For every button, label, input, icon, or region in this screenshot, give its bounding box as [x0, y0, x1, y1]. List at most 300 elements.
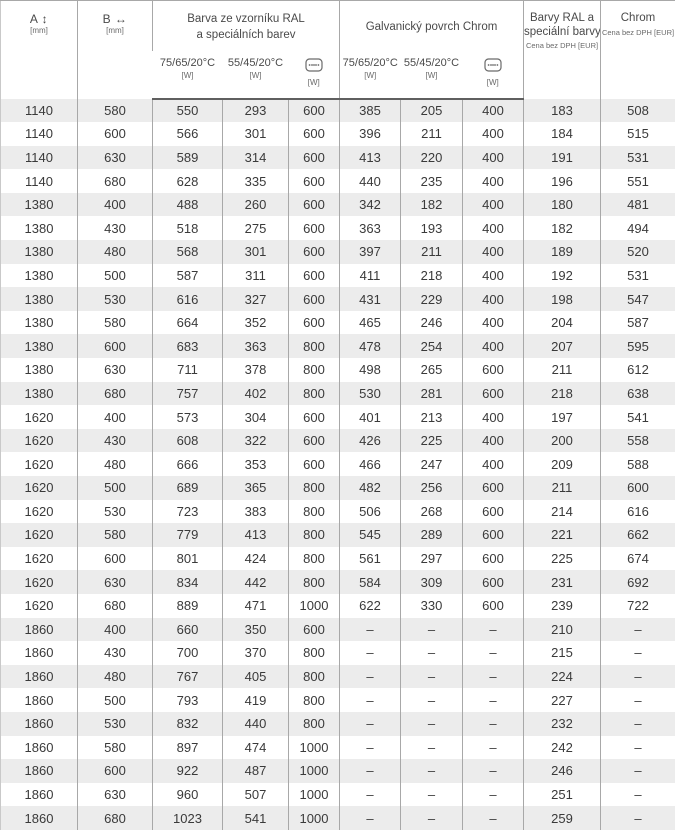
table-cell: 1140: [25, 126, 53, 142]
table-cell: 411: [340, 264, 401, 288]
table-row: [1, 476, 675, 500]
table-cell: 600: [463, 523, 524, 547]
table-cell: 481: [601, 193, 675, 217]
table-cell: 1380: [24, 338, 54, 354]
table-cell: 251: [524, 783, 601, 807]
table-cell: 638: [601, 382, 675, 406]
table-cell: 767: [153, 665, 223, 689]
table-cell: 498: [340, 358, 401, 382]
table-cell: 793: [153, 688, 223, 712]
table-cell: –: [401, 806, 463, 830]
table-cell: 680: [78, 806, 153, 830]
table-cell: 1023: [153, 806, 223, 830]
table-cell: 218: [401, 264, 463, 288]
table-cell: 600: [78, 122, 153, 146]
header-chrom-temp-low: 55/45/20°C [W]: [401, 51, 463, 99]
header-ral-electric: [W]: [289, 51, 340, 99]
table-cell: 229: [401, 287, 463, 311]
table-cell: 211: [401, 122, 463, 146]
table-cell: 600: [463, 547, 524, 571]
table-cell: 304: [223, 405, 289, 429]
table-cell: 215: [524, 641, 601, 665]
table-cell: 1860: [24, 669, 54, 685]
group-chrom-title: Galvanický povrch Chrom: [365, 20, 498, 33]
table-cell: 800: [289, 382, 340, 406]
table-row: [1, 783, 675, 807]
table-row: [1, 311, 675, 335]
table-cell: 352: [223, 311, 289, 335]
table-row: [1, 99, 675, 123]
table-cell: 471: [223, 594, 289, 618]
table-cell: 214: [524, 500, 601, 524]
table-cell: 800: [289, 358, 340, 382]
table-cell: 541: [223, 806, 289, 830]
table-cell: 275: [223, 216, 289, 240]
table-cell: 550: [153, 99, 223, 123]
price-chrom-subtitle: Cena bez DPH [EUR]: [601, 27, 675, 37]
table-cell: 363: [223, 334, 289, 358]
table-cell: 897: [153, 736, 223, 760]
table-row: [1, 169, 675, 193]
table-cell: 1620: [24, 409, 54, 425]
table-cell: 350: [223, 618, 289, 642]
table-cell: 600: [289, 618, 340, 642]
header-chrom-temp-high: 75/65/20°C [W]: [340, 51, 401, 99]
group-ral-title-line1: Barva ze vzorníku RAL: [187, 12, 305, 25]
table-cell: 247: [401, 452, 463, 476]
table-cell: 205: [401, 99, 463, 123]
table-cell: 600: [78, 334, 153, 358]
table-cell: 1000: [289, 783, 340, 807]
table-row: [1, 405, 675, 429]
table-cell: 600: [289, 405, 340, 429]
table-cell: 265: [401, 358, 463, 382]
table-cell: 1620: [24, 433, 54, 449]
table-cell: –: [463, 806, 524, 830]
table-cell: 508: [601, 99, 675, 123]
header-ral-temp-high: 75/65/20°C [W]: [153, 51, 223, 99]
table-cell: 545: [340, 523, 401, 547]
table-cell: 1380: [24, 291, 54, 307]
table-cell: –: [601, 665, 675, 689]
table-cell: 196: [524, 169, 601, 193]
table-cell: 588: [601, 452, 675, 476]
table-cell: 365: [223, 476, 289, 500]
table-cell: 680: [78, 169, 153, 193]
table-cell: 385: [340, 99, 401, 123]
table-body: [1, 99, 675, 830]
table-row: [1, 452, 675, 476]
table-cell: 442: [223, 570, 289, 594]
table-cell: 400: [463, 169, 524, 193]
table-cell: 378: [223, 358, 289, 382]
table-cell: 478: [340, 334, 401, 358]
table-cell: 889: [153, 594, 223, 618]
table-cell: 530: [78, 712, 153, 736]
table-cell: 183: [524, 99, 601, 123]
table-cell: 246: [524, 759, 601, 783]
table-row: [1, 382, 675, 406]
table-cell: 413: [223, 523, 289, 547]
table-cell: 224: [524, 665, 601, 689]
table-cell: 800: [289, 688, 340, 712]
table-row: [1, 193, 675, 217]
table-cell: 309: [401, 570, 463, 594]
table-cell: –: [601, 783, 675, 807]
header-group-chrom: [340, 1, 524, 51]
table-cell: –: [340, 712, 401, 736]
table-cell: 221: [524, 523, 601, 547]
electric-socket-icon: [484, 58, 502, 73]
table-cell: 800: [289, 665, 340, 689]
table-cell: 500: [78, 476, 153, 500]
table-cell: –: [401, 759, 463, 783]
table-cell: 689: [153, 476, 223, 500]
table-cell: 400: [463, 264, 524, 288]
table-cell: 580: [78, 99, 153, 123]
table-cell: 600: [463, 382, 524, 406]
table-cell: 207: [524, 334, 601, 358]
table-cell: 616: [601, 500, 675, 524]
table-cell: 1380: [24, 267, 54, 283]
table-cell: 1000: [289, 759, 340, 783]
table-cell: 541: [601, 405, 675, 429]
table-cell: 1380: [24, 385, 54, 401]
table-cell: –: [401, 712, 463, 736]
table-cell: 566: [153, 122, 223, 146]
table-cell: 800: [289, 500, 340, 524]
table-cell: –: [601, 618, 675, 642]
header-col-a: [1, 1, 78, 99]
table-cell: 256: [401, 476, 463, 500]
table-cell: 405: [223, 665, 289, 689]
table-cell: 314: [223, 146, 289, 170]
table-cell: 1140: [25, 149, 53, 165]
table-cell: 800: [289, 334, 340, 358]
table-cell: 723: [153, 500, 223, 524]
table-cell: –: [463, 759, 524, 783]
table-cell: 622: [340, 594, 401, 618]
table-cell: 1860: [24, 763, 54, 779]
table-cell: 400: [463, 405, 524, 429]
table-cell: 474: [223, 736, 289, 760]
table-row: [1, 216, 675, 240]
table-cell: 834: [153, 570, 223, 594]
table-cell: 561: [340, 547, 401, 571]
table-cell: 480: [78, 452, 153, 476]
table-cell: 209: [524, 452, 601, 476]
table-cell: 608: [153, 429, 223, 453]
table-cell: 587: [601, 311, 675, 335]
table-cell: 779: [153, 523, 223, 547]
table-cell: 600: [78, 759, 153, 783]
table-row: [1, 594, 675, 618]
table-cell: 400: [78, 618, 153, 642]
table-cell: 198: [524, 287, 601, 311]
table-cell: 401: [340, 405, 401, 429]
header-group-ral: [153, 1, 340, 51]
table-cell: 568: [153, 240, 223, 264]
table-row: [1, 688, 675, 712]
group-ral-title-line2: a speciálních barev: [196, 28, 296, 41]
table-cell: 400: [463, 146, 524, 170]
table-cell: –: [601, 759, 675, 783]
table-row: [1, 500, 675, 524]
table-cell: 600: [463, 476, 524, 500]
table-cell: 922: [153, 759, 223, 783]
table-cell: 600: [463, 358, 524, 382]
table-cell: –: [463, 618, 524, 642]
table-cell: –: [401, 688, 463, 712]
table-cell: 400: [463, 311, 524, 335]
table-cell: 235: [401, 169, 463, 193]
table-cell: 1860: [24, 787, 54, 803]
table-row: [1, 122, 675, 146]
table-cell: 342: [340, 193, 401, 217]
table-cell: 311: [223, 264, 289, 288]
table-cell: 254: [401, 334, 463, 358]
table-cell: –: [601, 641, 675, 665]
table-cell: 500: [78, 688, 153, 712]
table-cell: 218: [524, 382, 601, 406]
table-row: [1, 429, 675, 453]
table-cell: 430: [78, 429, 153, 453]
table-cell: 660: [153, 618, 223, 642]
table-cell: 600: [289, 287, 340, 311]
table-row: [1, 806, 675, 830]
table-cell: 268: [401, 500, 463, 524]
table-cell: 666: [153, 452, 223, 476]
table-cell: 800: [289, 641, 340, 665]
table-cell: 530: [78, 287, 153, 311]
price-ral-subtitle: Cena bez DPH [EUR]: [525, 41, 599, 50]
table-cell: –: [340, 759, 401, 783]
header-price-chrom: [601, 1, 675, 99]
table-cell: 1860: [24, 739, 54, 755]
table-cell: 595: [601, 334, 675, 358]
header-col-b: [78, 1, 153, 99]
table-cell: 1860: [24, 645, 54, 661]
table-cell: –: [340, 665, 401, 689]
table-cell: 506: [340, 500, 401, 524]
table-cell: 600: [463, 500, 524, 524]
table-cell: 1620: [24, 503, 54, 519]
header-ral-temp-low: 55/45/20°C [W]: [223, 51, 289, 99]
table-cell: 211: [524, 476, 601, 500]
table-cell: 674: [601, 547, 675, 571]
table-cell: 400: [463, 452, 524, 476]
table-cell: 335: [223, 169, 289, 193]
table-cell: 191: [524, 146, 601, 170]
table-cell: 531: [601, 264, 675, 288]
table-cell: 531: [601, 146, 675, 170]
table-cell: 589: [153, 146, 223, 170]
table-row: [1, 287, 675, 311]
table-cell: 211: [524, 358, 601, 382]
table-cell: –: [340, 736, 401, 760]
table-cell: 289: [401, 523, 463, 547]
table-cell: –: [401, 618, 463, 642]
table-cell: 353: [223, 452, 289, 476]
table-cell: 239: [524, 594, 601, 618]
table-cell: 1620: [24, 456, 54, 472]
table-cell: 800: [289, 547, 340, 571]
table-row: [1, 665, 675, 689]
table-cell: –: [340, 618, 401, 642]
table-cell: –: [463, 665, 524, 689]
table-cell: 600: [78, 547, 153, 571]
table-cell: 402: [223, 382, 289, 406]
table-cell: 600: [289, 146, 340, 170]
table-cell: 182: [401, 193, 463, 217]
table-cell: –: [463, 783, 524, 807]
table-cell: 800: [289, 523, 340, 547]
table-cell: 430: [78, 216, 153, 240]
table-cell: 301: [223, 122, 289, 146]
table-cell: 426: [340, 429, 401, 453]
table-cell: –: [601, 688, 675, 712]
table-cell: 440: [340, 169, 401, 193]
table-cell: 211: [401, 240, 463, 264]
table-cell: 600: [289, 429, 340, 453]
col-b-unit: [mm]: [106, 26, 124, 35]
table-cell: 400: [463, 99, 524, 123]
header-price-ral: [524, 1, 601, 99]
table-cell: –: [340, 641, 401, 665]
table-cell: 630: [78, 570, 153, 594]
table-cell: 397: [340, 240, 401, 264]
table-cell: 515: [601, 122, 675, 146]
table-cell: 628: [153, 169, 223, 193]
table-cell: 580: [78, 311, 153, 335]
table-cell: 400: [463, 287, 524, 311]
table-cell: 600: [289, 99, 340, 123]
price-ral-title-line2: speciální barvy: [524, 25, 601, 38]
table-cell: 487: [223, 759, 289, 783]
table-cell: 500: [78, 264, 153, 288]
table-cell: 600: [289, 311, 340, 335]
table-cell: 630: [78, 783, 153, 807]
table-cell: 383: [223, 500, 289, 524]
table-cell: 242: [524, 736, 601, 760]
table-cell: 400: [463, 334, 524, 358]
table-cell: 711: [153, 358, 223, 382]
table-cell: –: [601, 736, 675, 760]
table-row: [1, 712, 675, 736]
table-cell: 1860: [24, 692, 54, 708]
table-cell: 832: [153, 712, 223, 736]
table-cell: 1620: [24, 598, 54, 614]
table-cell: 1620: [24, 574, 54, 590]
table-cell: 413: [340, 146, 401, 170]
table-cell: 225: [524, 547, 601, 571]
table-cell: 213: [401, 405, 463, 429]
table-cell: –: [601, 712, 675, 736]
table-cell: 494: [601, 216, 675, 240]
table-cell: 1000: [289, 806, 340, 830]
table-cell: 322: [223, 429, 289, 453]
table-cell: 680: [78, 594, 153, 618]
table-cell: 584: [340, 570, 401, 594]
table-cell: 482: [340, 476, 401, 500]
table-cell: 204: [524, 311, 601, 335]
table-cell: 700: [153, 641, 223, 665]
table-cell: 547: [601, 287, 675, 311]
table-cell: 231: [524, 570, 601, 594]
table-cell: –: [463, 641, 524, 665]
price-ral-title-line1: Barvy RAL a: [529, 12, 595, 24]
table-cell: 1620: [24, 527, 54, 543]
table-cell: 587: [153, 264, 223, 288]
table-cell: 580: [78, 736, 153, 760]
table-cell: –: [340, 783, 401, 807]
table-cell: 440: [223, 712, 289, 736]
table-cell: 246: [401, 311, 463, 335]
table-cell: 600: [463, 594, 524, 618]
table-cell: –: [401, 665, 463, 689]
table-cell: 800: [289, 570, 340, 594]
table-cell: 530: [78, 500, 153, 524]
table-row: [1, 618, 675, 642]
table-row: [1, 240, 675, 264]
header-chrom-electric: [W]: [463, 51, 524, 99]
table-cell: 424: [223, 547, 289, 571]
table-cell: 551: [601, 169, 675, 193]
table-cell: 400: [78, 193, 153, 217]
table-cell: 327: [223, 287, 289, 311]
table-cell: 1380: [24, 220, 54, 236]
table-cell: 193: [401, 216, 463, 240]
table-cell: 430: [78, 641, 153, 665]
table-cell: 1380: [24, 197, 54, 213]
table-cell: 431: [340, 287, 401, 311]
col-a-unit: [mm]: [30, 26, 48, 35]
table-cell: 1380: [24, 362, 54, 378]
table-cell: 400: [463, 193, 524, 217]
table-cell: 200: [524, 429, 601, 453]
table-cell: 1620: [24, 551, 54, 567]
table-cell: 530: [340, 382, 401, 406]
table-cell: 260: [223, 193, 289, 217]
table-cell: 1620: [24, 480, 54, 496]
table-cell: 400: [463, 240, 524, 264]
table-cell: 1000: [289, 594, 340, 618]
table-row: [1, 547, 675, 571]
table-cell: 1140: [25, 173, 53, 189]
table-cell: 197: [524, 405, 601, 429]
table-cell: 182: [524, 216, 601, 240]
table-cell: 573: [153, 405, 223, 429]
table-cell: 757: [153, 382, 223, 406]
table-cell: 1860: [24, 621, 54, 637]
table-cell: 400: [463, 122, 524, 146]
table-cell: 600: [463, 570, 524, 594]
table-cell: 664: [153, 311, 223, 335]
table-cell: 520: [601, 240, 675, 264]
table-cell: 801: [153, 547, 223, 571]
table-row: [1, 736, 675, 760]
table-row: [1, 334, 675, 358]
table-cell: –: [340, 688, 401, 712]
table-cell: 192: [524, 264, 601, 288]
table-cell: 1380: [24, 244, 54, 260]
table-cell: 480: [78, 665, 153, 689]
electric-socket-icon: [305, 58, 323, 73]
table-cell: –: [463, 688, 524, 712]
table-row: [1, 523, 675, 547]
table-cell: 465: [340, 311, 401, 335]
table-cell: 370: [223, 641, 289, 665]
